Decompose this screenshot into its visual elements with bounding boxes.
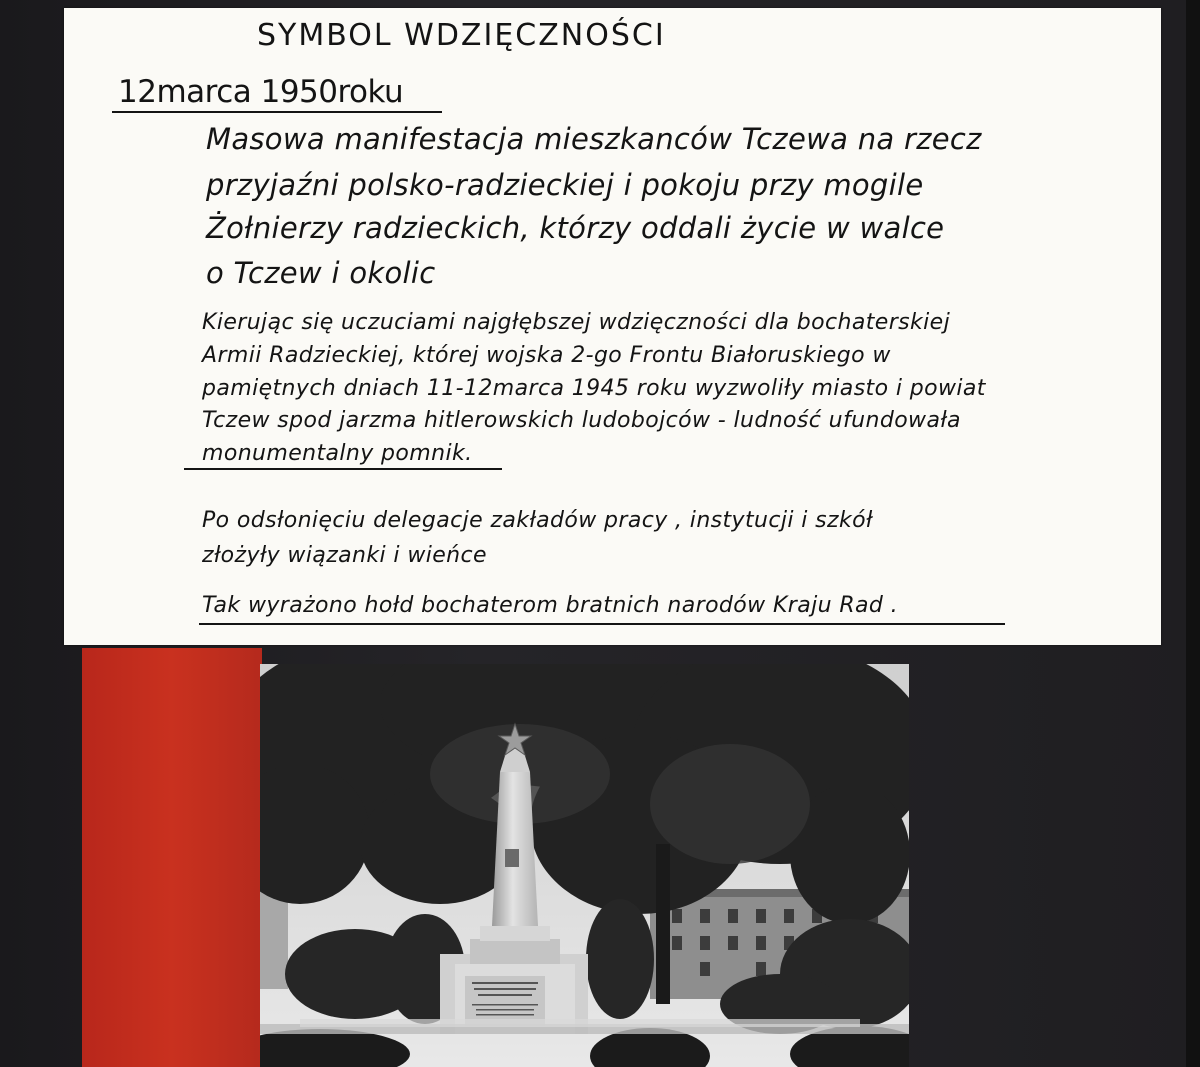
- album-page-edge: [1186, 0, 1200, 1067]
- body-line: Tak wyrażono hołd bochaterom bratnich narodów Kraju Rad .: [202, 593, 899, 618]
- body-line: złożyły wiązanki i wieńce: [202, 543, 487, 568]
- document-date: 12marca 1950roku: [118, 74, 404, 110]
- lead-line: o Tczew i okolic: [206, 256, 436, 290]
- body-line: Armii Radzieckiej, której wojska 2-go Frontu Białoruskiego w: [202, 343, 891, 368]
- body-line: Kierując się uczuciami najgłębszej wdzięczności dla bochaterskiej: [202, 310, 951, 335]
- body-line: Po odsłonięciu delegacje zakładów pracy , instytucji i szkół: [202, 508, 873, 533]
- monument-underline: [184, 468, 502, 470]
- date-underline: [112, 111, 442, 113]
- document-title: SYMBOL WDZIĘCZNOŚCI: [257, 18, 666, 53]
- tribute-underline: [199, 623, 1005, 625]
- tree-trunk: [656, 844, 670, 1004]
- body-line: monumentalny pomnik.: [202, 441, 473, 466]
- lead-line: Masowa manifestacja mieszkanców Tczewa na rzecz: [206, 122, 982, 156]
- red-mounting-strip: [82, 648, 262, 1067]
- body-line: pamiętnych dniach 11-12marca 1945 roku wyzwoliły miasto i powiat: [202, 376, 986, 401]
- lead-line: przyjaźni polsko-radzieckiej i pokoju przy mogile: [206, 168, 924, 202]
- monument-photo: [260, 664, 909, 1067]
- body-line: Tczew spod jarzma hitlerowskich ludobojców - ludność ufundowała: [202, 408, 961, 433]
- monument-photo-illustration: [260, 664, 909, 1067]
- lead-line: Żołnierzy radzieckich, którzy oddali życie w walce: [206, 211, 945, 245]
- typed-caption-sheet: [64, 8, 1161, 645]
